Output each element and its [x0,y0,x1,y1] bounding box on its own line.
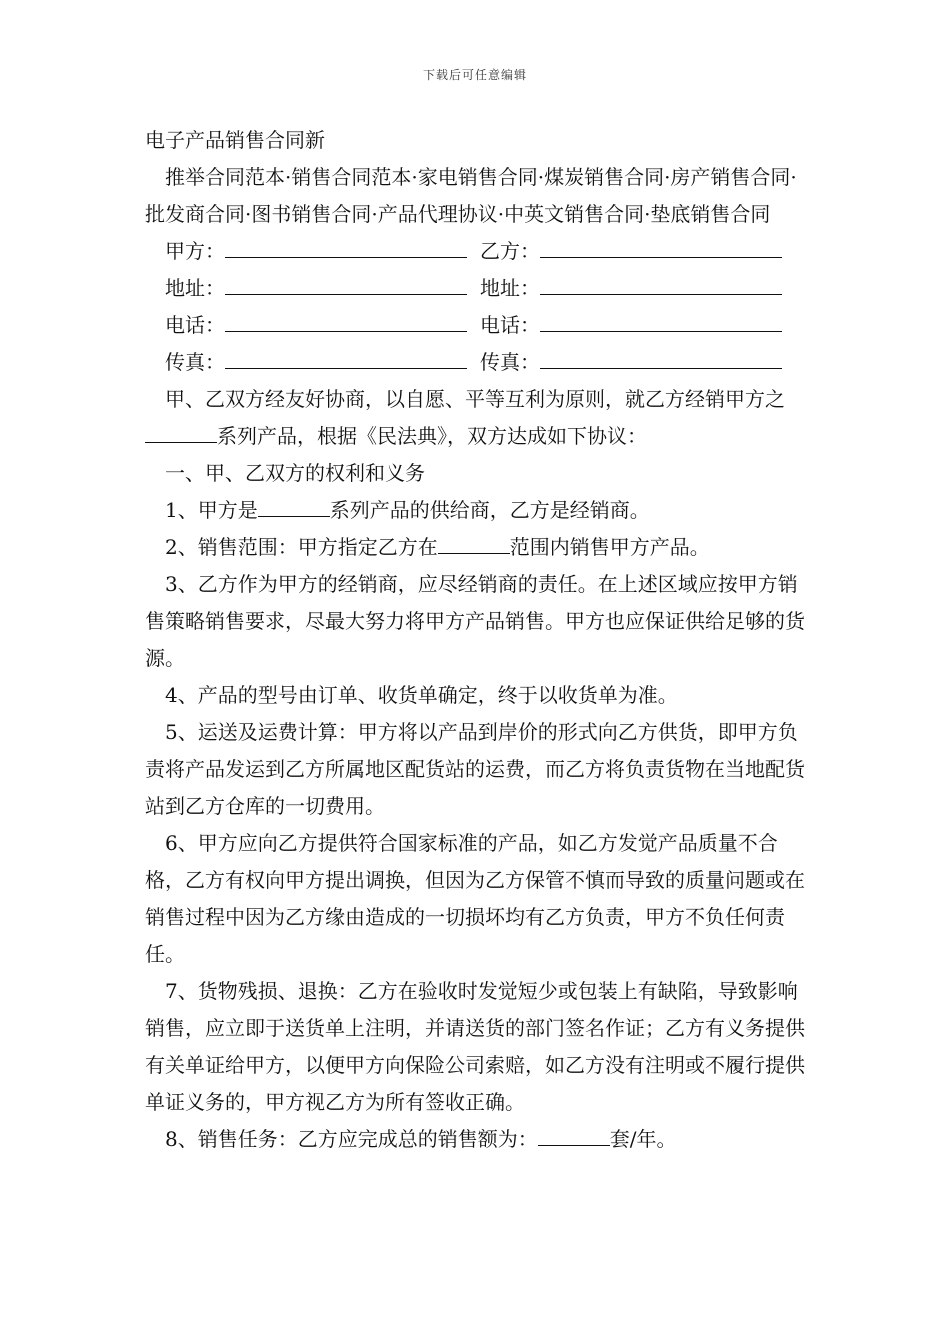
party-b-fax [480,344,795,381]
preamble-text-after: 系列产品，根据《民法典》，双方达成如下协议： [217,424,647,448]
clause-7: 7、货物残损、退换：乙方在验收时发觉短少或包装上有缺陷，导致影响销售，应立即于送货单上注明，并请送货的部门签名作证；乙方有义务提供有关单证给甲方，以便甲方向保险公司索赔，如乙方没有注明或不履行提供单证义务的，甲方视乙方为所有签收正确。 [145,979,805,1114]
party-a-fax [165,344,480,381]
section-heading-rights: 一、甲、乙双方的权利和义务 [165,461,425,485]
party-row-phone [145,307,810,344]
clause-8-text-before: 8、销售任务：乙方应完成总的销售额为： [165,1127,538,1151]
document-title: 电子产品销售合同新 [145,128,325,152]
clause-1-text-before: 1、甲方是 [165,498,258,522]
party-a-address-label: 地址： [165,276,225,300]
clause-1 [145,492,810,529]
party-a-name [165,233,480,270]
clause-5: 5、运送及运费计算：甲方将以产品到岸价的形式向乙方供货，即甲方负责将产品发运到乙方所属地区配货站的运费，而乙方将负责货物在当地配货站到乙方仓库的一切费用。 [145,720,805,818]
party-b-phone-blank[interactable] [540,313,782,332]
clause-8 [145,1121,810,1158]
party-b-name [480,233,795,270]
party-a-address-blank[interactable] [225,276,467,295]
party-b-address-blank[interactable] [540,276,782,295]
party-b-phone [480,307,795,344]
clause-2-text-after: 范围内销售甲方产品。 [509,535,710,559]
party-a-phone [165,307,480,344]
clause-2 [145,529,810,566]
party-a-phone-blank[interactable] [225,313,467,332]
party-a-fax-blank[interactable] [225,350,467,369]
party-b-fax-label: 传真： [480,350,540,374]
party-b-fax-blank[interactable] [540,350,782,369]
party-a-fax-label: 传真： [165,350,225,374]
party-row-fax [145,344,810,381]
party-b-name-label: 乙方： [480,239,540,263]
clause-6: 6、甲方应向乙方提供符合国家标准的产品，如乙方发觉产品质量不合格，乙方有权向甲方提出调换，但因为乙方保管不慎而导致的质量问题或在销售过程中因为乙方缘由造成的一切损坏均有乙方负责，甲方不负任何责任。 [145,831,805,966]
party-b-address [480,270,795,307]
clause-2-text-before: 2、销售范围：甲方指定乙方在 [165,535,438,559]
clause-8-blank[interactable] [538,1127,610,1146]
party-a-phone-label: 电话： [165,313,225,337]
clause-8-text-after: 套/年。 [609,1127,677,1151]
party-b-name-blank[interactable] [540,239,782,258]
clause-1-text-after: 系列产品的供给商，乙方是经销商。 [329,498,650,522]
party-row-address [145,270,810,307]
product-series-blank[interactable] [145,424,217,443]
party-a-name-label: 甲方： [165,239,225,263]
party-a-name-blank[interactable] [225,239,467,258]
contract-body [145,122,810,1158]
preamble-paragraph [145,381,810,455]
clause-3: 3、乙方作为甲方的经销商，应尽经销商的责任。在上述区域应按甲方销售策略销售要求，尽最大努力将甲方产品销售。甲方也应保证供给足够的货源。 [145,572,805,670]
preamble-text-before: 甲、乙双方经友好协商，以自愿、平等互利为原则，就乙方经销甲方之 [165,387,785,411]
clause-4: 4、产品的型号由订单、收货单确定，终于以收货单为准。 [165,683,678,707]
party-b-address-label: 地址： [480,276,540,300]
party-b-phone-label: 电话： [480,313,540,337]
clause-1-blank[interactable] [258,498,330,517]
page-header: 下载后可任意编辑 [422,68,527,82]
intro-paragraph: 推举合同范本·销售合同范本·家电销售合同·煤炭销售合同·房产销售合同·批发商合同·图书销售合同·产品代理协议·中英文销售合同·垫底销售合同 [145,165,797,226]
party-a-address [165,270,480,307]
party-row-name [145,233,810,270]
clause-2-blank[interactable] [438,535,510,554]
